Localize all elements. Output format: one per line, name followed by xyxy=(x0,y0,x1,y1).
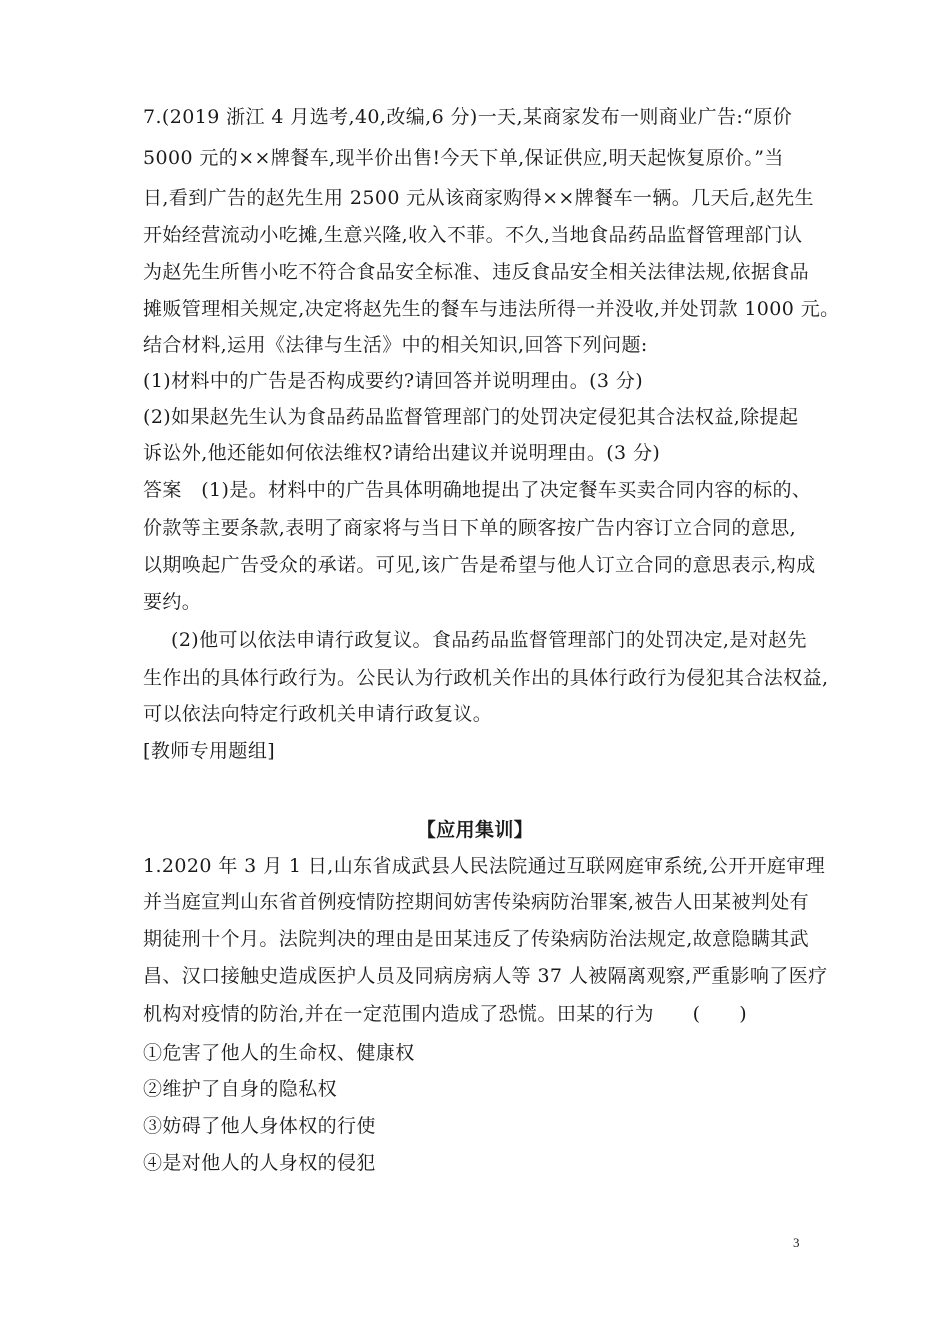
q7-line-7: 结合材料,运用《法律与生活》中的相关知识,回答下列问题: xyxy=(143,334,648,356)
q7-line-4: 开始经营流动小吃摊,生意兴隆,收入不菲。不久,当地食品药品监督管理部门认 xyxy=(143,224,803,246)
q7-subquestion-1: (1)材料中的广告是否构成要约?请回答并说明理由。(3 分) xyxy=(143,370,644,392)
q7-subquestion-2-line-2: 诉讼外,他还能如何依法维权?请给出建议并说明理由。(3 分) xyxy=(143,442,661,464)
q1-option-1: ①危害了他人的生命权、健康权 xyxy=(143,1042,415,1064)
q1-option-3: ③妨碍了他人身体权的行使 xyxy=(143,1115,376,1137)
page-number: 3 xyxy=(793,1235,800,1250)
section-title: 【应用集训】 xyxy=(416,819,534,841)
answer-part2-line-1: (2)他可以依法申请行政复议。食品药品监督管理部门的处罚决定,是对赵先 xyxy=(171,629,807,651)
q1-option-2: ②维护了自身的隐私权 xyxy=(143,1078,338,1100)
answer-part2-line-3: 可以依法向特定行政机关申请行政复议。 xyxy=(143,703,493,725)
q7-subquestion-2-line-1: (2)如果赵先生认为食品药品监督管理部门的处罚决定侵犯其合法权益,除提起 xyxy=(143,406,799,428)
answer-part1-line-1: 答案 (1)是。材料中的广告具体明确地提出了决定餐车买卖合同内容的标的、 xyxy=(143,479,812,501)
answer-part1-line-4: 要约。 xyxy=(143,591,202,613)
q1-option-4: ④是对他人的人身权的侵犯 xyxy=(143,1152,376,1174)
q1-line-5: 机构对疫情的防治,并在一定范围内造成了恐慌。田某的行为 ( ) xyxy=(143,1003,748,1025)
q1-line-3: 期徒刑十个月。法院判决的理由是田某违反了传染病防治法规定,故意隐瞒其武 xyxy=(143,928,810,950)
answer-part1-line-3: 以期唤起广告受众的承诺。可见,该广告是希望与他人订立合同的意思表示,构成 xyxy=(143,554,816,576)
q7-line-1: 7.(2019 浙江 4 月选考,40,改编,6 分)一天,某商家发布一则商业广告:“原价 xyxy=(143,106,793,128)
answer-part1-line-2: 价款等主要条款,表明了商家将与当日下单的顾客按广告内容订立合同的意思, xyxy=(143,517,797,539)
q7-line-2: 5000 元的××牌餐车,现半价出售!今天下单,保证供应,明天起恢复原价。”当 xyxy=(143,147,784,169)
q1-line-1: 1.2020 年 3 月 1 日,山东省成武县人民法院通过互联网庭审系统,公开开庭审理 xyxy=(143,855,826,877)
q1-line-4: 昌、汉口接触史造成医护人员及同病房病人等 37 人被隔离观察,严重影响了医疗 xyxy=(143,965,828,987)
teacher-group-label: [教师专用题组] xyxy=(143,740,276,762)
q7-line-6: 摊贩管理相关规定,决定将赵先生的餐车与违法所得一并没收,并处罚款 1000 元。 xyxy=(143,298,840,320)
answer-part2-line-2: 生作出的具体行政行为。公民认为行政机关作出的具体行政行为侵犯其合法权益, xyxy=(143,667,829,689)
q7-line-5: 为赵先生所售小吃不符合食品安全标准、违反食品安全相关法律法规,依据食品 xyxy=(143,261,810,283)
q7-line-3: 日,看到广告的赵先生用 2500 元从该商家购得××牌餐车一辆。几天后,赵先生 xyxy=(143,187,814,209)
q1-line-2: 并当庭宣判山东省首例疫情防控期间妨害传染病防治罪案,被告人田某被判处有 xyxy=(143,891,810,913)
